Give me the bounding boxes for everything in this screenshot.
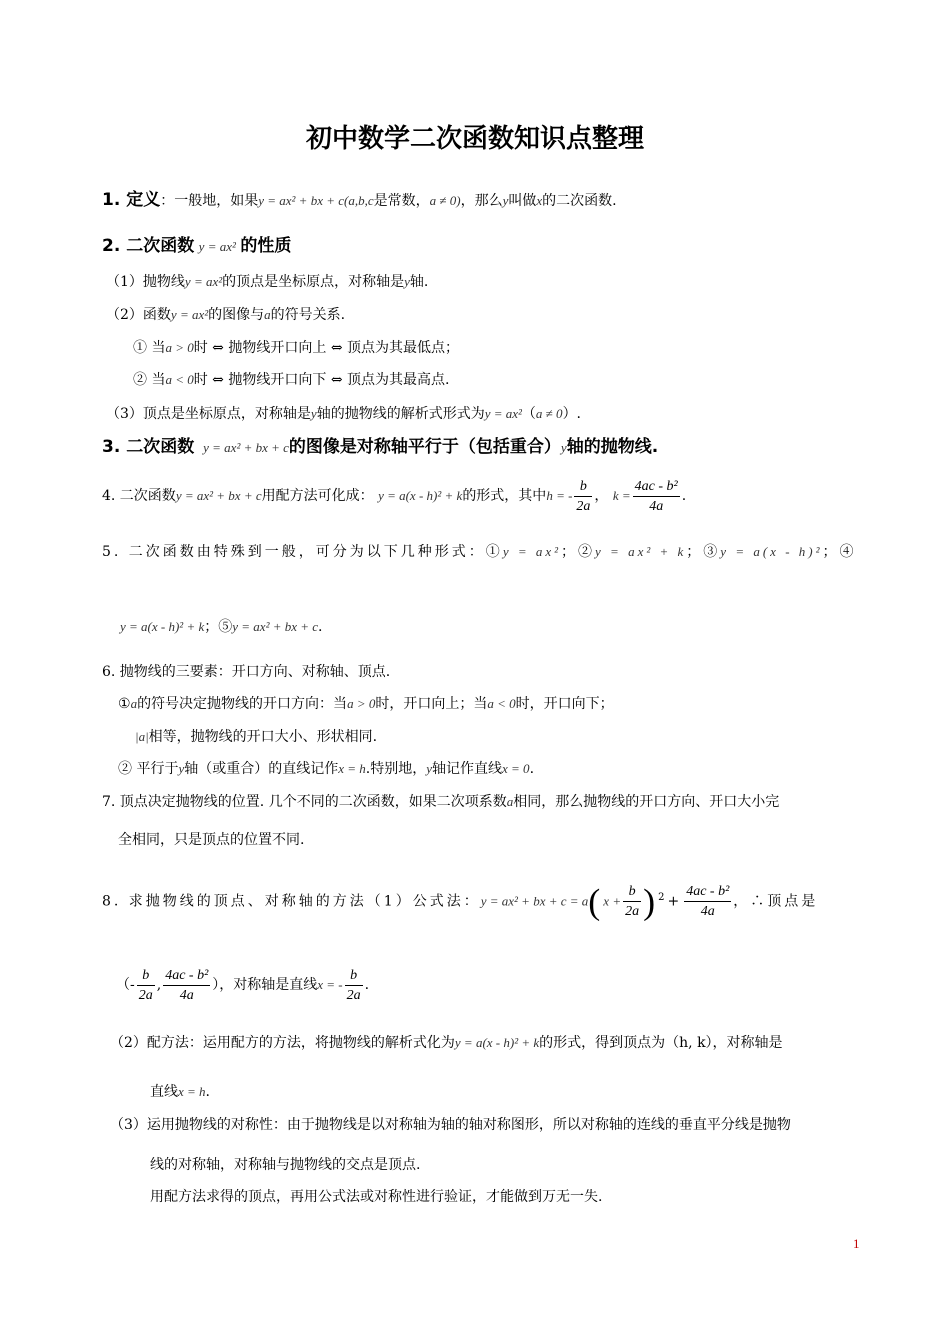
fraction: $\frac{\text{4ac - b²}}{4a}$ bbox=[686, 884, 730, 920]
section-4: 4. 二次函数y = ax² + bx + c用配方法可化成： y = a(x - h)² + k的形式，其中h = - $\frac{b}{2a}$ ， k = $\frac{\text{4ac - b²}}{4a}$ . bbox=[102, 478, 687, 514]
note: 用配方法求得的顶点，再用公式法或对称性进行验证，才能做到万无一失. bbox=[150, 1189, 603, 1205]
list-item: ①a的符号决定抛物线的开口方向：当a > 0时，开口向上；当a < 0时，开口向下； bbox=[118, 696, 614, 712]
section-5-line-1: 5. 二次函数由特殊到一般，可分为以下几种形式：①y = ax²；②y = ax² + k；③y = a(x - h)²；④ bbox=[102, 544, 857, 560]
method-3: （3）运用抛物线的对称性：由于抛物线是以对称轴为轴的轴对称图形，所以对称轴的连线的垂直平分线是抛物 bbox=[110, 1117, 791, 1133]
list-item: ② 平行于y轴（或重合）的直线记作x = h.特别地，y轴记作直线x = 0. bbox=[118, 761, 535, 777]
fraction: $\frac{b}{2a}$ bbox=[138, 967, 153, 1003]
method-2: （2）配方法：运用配方的方法，将抛物线的解析式化为y = a(x - h)² + k的形式，得到顶点为（h, k），对称轴是 bbox=[110, 1035, 783, 1051]
section-3-heading: 3. 二次函数 y = ax² + bx + c的图像是对称轴平行于（包括重合）y轴的抛物线. bbox=[102, 437, 659, 457]
fraction: $\frac{b}{2a}$ bbox=[346, 967, 361, 1003]
list-item: ① 当a > 0时 ⇔ 抛物线开口向上 ⇔ 顶点为其最低点； bbox=[133, 340, 459, 356]
section-8-vertex: （- $\frac{b}{2a}$ , $\frac{\text{4ac - b²}}{4a}$ ），对称轴是直线x = - $\frac{b}{2a}$ . bbox=[116, 967, 370, 1003]
formula: y = ax² bbox=[198, 239, 236, 254]
formula: y = ax² + bx + c(a,b,c bbox=[258, 193, 374, 208]
list-item: （3）顶点是坐标原点，对称轴是y轴的抛物线的解析式形式为y = ax²（a ≠ 0）. bbox=[106, 406, 582, 422]
section-8-line-1: 8. 求抛物线的顶点、对称轴的方法（1）公式法：y = ax² + bx + c = a(x + $\frac{b}{2a}$ )$^2$+ $\frac{\text{4ac - b²}}{4a}$ ，∴顶点是 bbox=[102, 881, 819, 922]
list-item: （2）函数y = ax²的图像与a的符号关系. bbox=[106, 307, 346, 323]
section-6-heading: 6. 抛物线的三要素：开口方向、对称轴、顶点. bbox=[102, 664, 391, 680]
section-7-line-2: 全相同，只是顶点的位置不同. bbox=[118, 832, 305, 848]
method-2-cont: 直线x = h. bbox=[150, 1084, 210, 1100]
method-3-cont: 线的对称轴，对称轴与抛物线的交点是顶点. bbox=[150, 1157, 421, 1173]
section-heading: 1. 定义 bbox=[102, 190, 161, 210]
page-title: 初中数学二次函数知识点整理 bbox=[305, 124, 644, 154]
fraction: $\frac{b}{2a}$ bbox=[625, 884, 640, 920]
section-2-heading: 2. 二次函数 y = ax² 的性质 bbox=[102, 236, 292, 256]
fraction: $\frac{\text{4ac - b²}}{4a}$ bbox=[165, 967, 209, 1003]
list-item: （1）抛物线y = ax²的顶点是坐标原点，对称轴是y轴. bbox=[106, 274, 429, 290]
list-item: ② 当a < 0时 ⇔ 抛物线开口向下 ⇔ 顶点为其最高点. bbox=[133, 372, 450, 388]
fraction: $\frac{\text{4ac - b²}}{4a}$ bbox=[634, 478, 678, 514]
section-7-line-1: 7. 顶点决定抛物线的位置. 几个不同的二次函数，如果二次项系数a相同，那么抛物线的开口方向、开口大小完 bbox=[102, 794, 780, 810]
formula: a ≠ 0) bbox=[429, 193, 461, 208]
section-5-line-2: y = a(x - h)² + k；⑤y = ax² + bx + c. bbox=[120, 619, 323, 635]
definition-line: 1. 定义：一般地，如果y = ax² + bx + c(a,b,c是常数，a ≠ 0)，那么y叫做x的二次函数. bbox=[102, 190, 617, 210]
fraction: $\frac{b}{2a}$ bbox=[576, 478, 591, 514]
list-item: |a|相等，抛物线的开口大小、形状相同. bbox=[135, 729, 378, 745]
page-number: 1 bbox=[853, 1236, 860, 1251]
